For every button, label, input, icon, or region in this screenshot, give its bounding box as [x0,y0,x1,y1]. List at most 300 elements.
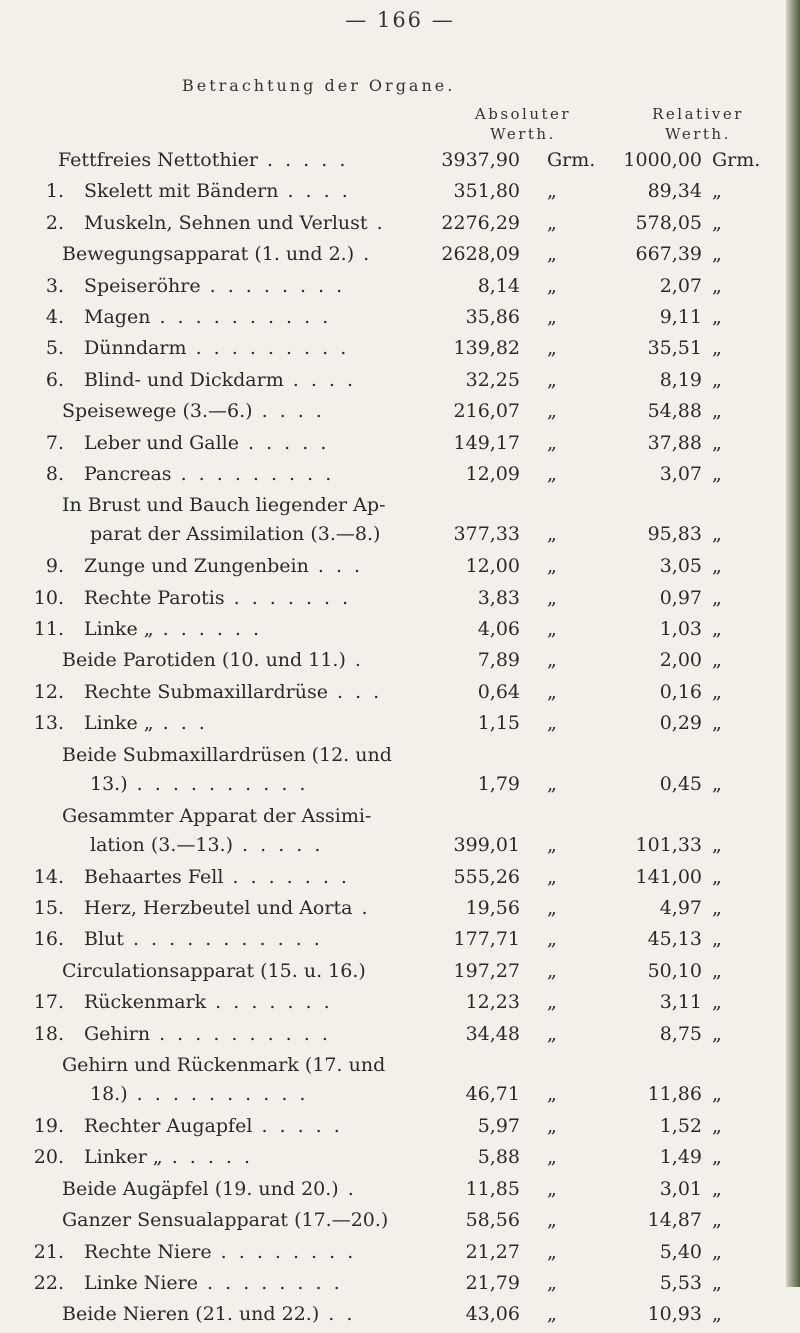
absolute-value: 1,15 [477,712,520,735]
table-row [0,1270,800,1301]
leader-dots: . . . . . [252,1114,343,1137]
absolute-unit: „ [547,772,557,795]
table-row [0,679,800,710]
row-label-text: Circulationsapparat (15. u. 16.) [62,959,366,982]
relative-value: 1000,00 [623,149,702,171]
table-row [0,1144,800,1175]
relative-value: 95,83 [647,523,702,546]
row-label-text: Ganzer Sensualapparat (17.—20.) [62,1209,389,1232]
absolute-value: 555,26 [453,865,520,888]
absolute-unit: „ [547,1240,557,1263]
relative-value: 3,07 [659,462,702,485]
absolute-unit: „ [547,400,557,423]
relative-value: 2,07 [659,274,702,297]
relative-value: 1,52 [659,1114,702,1137]
leader-dots: . . . . . . . . . . . [123,928,323,951]
leader-dots: . . . . [283,368,357,391]
relative-unit: „ [712,680,722,703]
row-label [62,649,364,671]
absolute-unit: „ [547,928,557,951]
absolute-unit: „ [547,274,557,297]
row-label [84,866,350,888]
relative-unit: „ [712,1177,722,1200]
row-label-text: Muskeln, Sehnen und Verlust [84,211,368,234]
relative-unit: „ [712,649,722,672]
relative-unit: „ [712,1082,722,1105]
relative-value: 141,00 [635,865,702,888]
row-number: 10. [33,586,64,609]
row-label-continuation [90,523,380,545]
absolute-value: 0,64 [477,680,520,703]
absolute-unit: „ [547,211,557,234]
table-row [0,178,800,209]
relative-unit: „ [712,462,722,485]
absolute-value: 5,97 [477,1114,520,1137]
row-label [84,1241,356,1263]
relative-value: 35,51 [647,337,702,360]
table-row [0,241,800,272]
absolute-value: 377,33 [453,523,520,546]
absolute-value: 11,85 [465,1177,520,1200]
row-number: 9. [45,555,64,578]
absolute-unit: „ [547,1022,557,1045]
absolute-value: 21,79 [465,1271,520,1294]
row-label-text: Rechte Niere [84,1240,212,1263]
absolute-unit: „ [547,431,557,454]
row-label [84,306,331,328]
table-row [0,989,800,1020]
relative-unit: „ [712,897,722,920]
absolute-value: 4,06 [477,618,520,641]
relative-value: 0,45 [659,772,702,795]
relative-value: 89,34 [647,180,702,203]
row-label-continuation-text: 18.) [90,1082,128,1105]
relative-unit: „ [712,959,722,982]
row-label [62,1178,357,1200]
row-label-text: Beide Parotiden (10. und 11.) [62,649,346,672]
page-number: — 166 — [345,8,455,32]
row-label-text: Linke Niere [84,1271,198,1294]
relative-unit: „ [712,1240,722,1263]
leader-dots: . . . . . . . [224,586,352,609]
relative-value: 8,19 [659,368,702,391]
row-label-continuation-text: parat der Assimilation (3.—8.) [90,523,381,546]
relative-value: 11,86 [647,1082,702,1105]
absolute-unit: „ [547,897,557,920]
absolute-unit: „ [547,368,557,391]
relative-value: 45,13 [647,928,702,951]
absolute-value: 197,27 [453,959,520,982]
relative-unit: „ [712,833,722,856]
absolute-unit: „ [547,555,557,578]
row-label [84,618,262,640]
row-label [84,991,333,1013]
absolute-unit: „ [547,337,557,360]
row-label [62,1303,355,1325]
row-label-text: Bewegungsapparat (1. und 2.) [62,243,355,266]
leader-dots: . . . . . . . . [198,1271,343,1294]
row-label-text: Zunge und Zungenbein [84,555,309,578]
absolute-unit: „ [547,243,557,266]
relative-unit: „ [712,772,722,795]
absolute-value: 351,80 [453,180,520,203]
row-number: 5. [45,337,64,360]
relative-unit: „ [712,243,722,266]
relative-value: 3,01 [659,1177,702,1200]
leader-dots: . . . . . . . . . . [127,772,309,795]
absolute-value: 149,17 [453,431,520,454]
row-number: 1. [45,180,64,203]
absolute-unit: „ [547,305,557,328]
row-label [84,1115,343,1137]
absolute-value: 2628,09 [441,243,520,266]
row-number: 18. [33,1022,64,1045]
row-label [84,712,208,734]
table-row [0,553,800,584]
absolute-value: 19,56 [465,897,520,920]
leader-dots: . . . . . . . . . [171,462,335,485]
row-label [84,432,329,454]
leader-dots: . . . . . [238,431,330,454]
leader-dots: . . . . . . [153,618,263,641]
relative-value: 0,97 [659,586,702,609]
row-label [62,243,372,265]
row-label-text: Linker „ [84,1146,163,1169]
row-label [84,275,345,297]
row-label-text: Beide Nieren (21. und 22.) [62,1303,320,1326]
absolute-value: 139,82 [453,337,520,360]
row-number: 2. [45,211,64,234]
table-row [0,1176,800,1207]
absolute-unit: „ [547,865,557,888]
absolute-unit: „ [547,462,557,485]
relative-value: 5,53 [659,1271,702,1294]
row-label [84,555,363,577]
table-row [0,430,800,461]
row-label-text: Gesammter Apparat der Assimi- [62,804,372,827]
leader-dots: . . . . [278,180,351,203]
absolute-value: 32,25 [465,368,520,391]
table-row [0,492,800,553]
row-number: 15. [33,897,64,920]
leader-dots: . [345,649,364,672]
row-number: 8. [45,462,64,485]
table-row [0,1113,800,1144]
leader-dots: . . . [327,680,383,703]
row-number: 19. [33,1114,64,1137]
relative-value: 578,05 [635,211,702,234]
relative-unit: „ [712,586,722,609]
table-row [0,304,800,335]
row-label-text: Herz, Herzbeutel und Aorta [84,897,353,920]
row-label-text: Rechte Submaxillardrüse [84,680,328,703]
table-row [0,926,800,957]
row-label [84,180,351,202]
leader-dots: . . . . . . . . [200,274,346,297]
absolute-unit: „ [547,991,557,1014]
table-row [0,210,800,241]
absolute-value: 3,83 [477,586,520,609]
table-row [0,1052,800,1113]
leader-dots: . . . . . [162,1146,254,1169]
table-row [0,367,800,398]
row-label-continuation [90,773,308,795]
absolute-value: 12,23 [465,991,520,1014]
absolute-unit: „ [547,1209,557,1232]
row-label-text: Linke „ [84,618,154,641]
row-number: 22. [33,1271,64,1294]
row-label-text: Skelett mit Bändern [84,180,279,203]
row-number: 13. [33,712,64,735]
absolute-value: 3937,90 [441,149,520,171]
relative-unit: „ [712,712,722,735]
absolute-value: 46,71 [465,1082,520,1105]
relative-unit: „ [712,1303,722,1326]
relative-unit: „ [712,618,722,641]
leader-dots: . . . . . . . . . [186,337,350,360]
relative-value: 54,88 [647,400,702,423]
row-label-text: Blut [84,928,124,951]
row-label [84,928,323,950]
absolute-value: 12,00 [465,555,520,578]
row-label-continuation [90,834,323,856]
relative-value: 2,00 [659,649,702,672]
row-label-text: Speisewege (3.—6.) [62,400,253,423]
row-label-text: Beide Submaxillardrüsen (12. und [62,743,392,766]
row-label [62,494,385,516]
row-label-text: Linke „ [84,712,154,735]
table-row [0,585,800,616]
relative-value: 5,40 [659,1240,702,1263]
absolute-value: 7,89 [477,649,520,672]
relative-unit: „ [712,211,722,234]
absolute-unit: „ [547,523,557,546]
row-label-text: Leber und Galle [84,431,239,454]
organ-table [0,147,800,1333]
column-header-relative: Relativer Werth. [652,105,744,143]
row-label [62,960,366,982]
relative-unit: „ [712,180,722,203]
absolute-value: 21,27 [465,1240,520,1263]
absolute-value: 399,01 [453,833,520,856]
relative-unit: „ [712,555,722,578]
row-label [84,337,349,359]
relative-value: 9,11 [659,305,702,328]
row-label [84,1272,343,1294]
row-number: 21. [33,1240,64,1263]
table-row [0,742,800,803]
leader-dots: . . . . [252,400,325,423]
row-label-text: Rechter Augapfel [84,1114,253,1137]
row-label-text: Blind- und Dickdarm [84,368,284,391]
absolute-unit: „ [547,586,557,609]
table-row [0,1239,800,1270]
leader-dots: . [367,211,386,234]
absolute-unit: „ [547,833,557,856]
table-row [0,1207,800,1238]
absolute-value: 43,06 [465,1303,520,1326]
relative-unit: „ [712,400,722,423]
row-number: 20. [33,1146,64,1169]
relative-unit: Grm. [712,149,761,171]
absolute-unit: „ [547,1146,557,1169]
leader-dots: . . . . . . . . . . [150,305,332,328]
leader-dots: . . . . . [233,833,324,856]
leader-dots: . . . [153,712,208,735]
relative-unit: „ [712,928,722,951]
absolute-value: 58,56 [465,1209,520,1232]
relative-value: 101,33 [635,833,702,856]
relative-value: 0,29 [659,712,702,735]
row-label-text: Beide Augäpfel (19. und 20.) [62,1177,339,1200]
absolute-unit: „ [547,1303,557,1326]
row-label-text: Gehirn und Rückenmark (17. und [62,1053,386,1076]
table-row [0,398,800,429]
column-header-absolute: Absoluter Werth. [474,105,572,143]
relative-unit: „ [712,274,722,297]
row-number: 11. [33,618,64,641]
table-row [0,273,800,304]
absolute-unit: „ [547,959,557,982]
table-row [0,616,800,647]
table-row [0,1301,800,1332]
row-label [62,1054,385,1076]
row-label-text: Gehirn [84,1022,151,1045]
relative-unit: „ [712,368,722,391]
row-label [84,463,334,485]
absolute-value: 35,86 [465,305,520,328]
row-label-text: Rechte Parotis [84,586,225,609]
row-label-text: Speiseröhre [84,274,201,297]
row-number: 17. [33,991,64,1014]
leader-dots: . . . . . . . [206,991,333,1014]
table-row [0,895,800,926]
relative-unit: „ [712,1022,722,1045]
relative-unit: „ [712,991,722,1014]
row-label [58,149,348,171]
row-label [62,400,325,422]
table-row [0,710,800,741]
row-label [62,1209,388,1231]
absolute-unit: „ [547,680,557,703]
leader-dots: . . . . . . . [223,865,350,888]
relative-unit: „ [712,1271,722,1294]
relative-value: 14,87 [647,1209,702,1232]
row-label-text: Pancreas [84,462,172,485]
absolute-unit: Grm. [547,149,596,171]
row-label-continuation-text: lation (3.—13.) [90,833,234,856]
relative-value: 667,39 [635,243,702,266]
row-label [84,681,382,703]
absolute-unit: „ [547,1114,557,1137]
leader-dots: . . . . . . . . . . [127,1082,309,1105]
row-label [84,1146,253,1168]
leader-dots: . [352,897,371,920]
relative-value: 1,49 [659,1146,702,1169]
leader-dots: . . [319,1303,356,1326]
absolute-unit: „ [547,712,557,735]
row-number: 3. [45,274,64,297]
relative-unit: „ [712,337,722,360]
row-label [84,897,371,919]
table-row [0,864,800,895]
row-label-text: Behaartes Fell [84,865,224,888]
absolute-unit: „ [547,180,557,203]
leader-dots: . . . . . [257,149,349,171]
leader-dots: . . . . . . . . [211,1240,357,1263]
leader-dots: . [338,1177,357,1200]
row-label-text: Magen [84,305,151,328]
row-label-continuation-text: 13.) [90,772,128,795]
row-label [62,744,392,766]
absolute-unit: „ [547,1271,557,1294]
row-label [62,805,371,827]
row-label [84,212,386,234]
row-number: 16. [33,928,64,951]
absolute-value: 34,48 [465,1022,520,1045]
row-label-text: In Brust und Bauch liegender Ap- [62,494,386,517]
absolute-unit: „ [547,1177,557,1200]
row-number: 14. [33,865,64,888]
relative-unit: „ [712,1114,722,1137]
absolute-value: 12,09 [465,462,520,485]
relative-unit: „ [712,1146,722,1169]
relative-unit: „ [712,431,722,454]
relative-unit: „ [712,305,722,328]
table-row [0,1021,800,1052]
relative-value: 3,05 [659,555,702,578]
relative-value: 1,03 [659,618,702,641]
table-row [0,958,800,989]
relative-value: 50,10 [647,959,702,982]
row-label [84,1023,331,1045]
relative-value: 0,16 [659,680,702,703]
absolute-value: 177,71 [453,928,520,951]
relative-unit: „ [712,523,722,546]
leader-dots: . . . . . . . . . . [150,1022,331,1045]
relative-value: 8,75 [659,1022,702,1045]
absolute-value: 216,07 [453,400,520,423]
row-label-text: Rückenmark [84,991,207,1014]
relative-value: 37,88 [647,431,702,454]
absolute-value: 1,79 [477,772,520,795]
leader-dots: . [354,243,373,266]
absolute-unit: „ [547,618,557,641]
absolute-unit: „ [547,1082,557,1105]
section-title: Betrachtung der Organe. [182,76,456,95]
absolute-value: 5,88 [477,1146,520,1169]
leader-dots: . . . [308,555,364,578]
relative-value: 4,97 [659,897,702,920]
table-row [0,803,800,864]
row-number: 12. [33,680,64,703]
row-label [84,587,351,609]
table-row [0,335,800,366]
relative-value: 10,93 [647,1303,702,1326]
row-number: 4. [45,305,64,328]
row-label [84,369,356,391]
page-edge [786,0,800,1287]
table-row [0,147,800,178]
absolute-value: 2276,29 [441,211,520,234]
absolute-unit: „ [547,649,557,672]
row-number: 6. [45,368,64,391]
absolute-value: 8,14 [477,274,520,297]
row-label-text: Fettfreies Nettothier [58,149,258,171]
table-row [0,461,800,492]
row-label-continuation [90,1083,308,1105]
table-row [0,647,800,678]
